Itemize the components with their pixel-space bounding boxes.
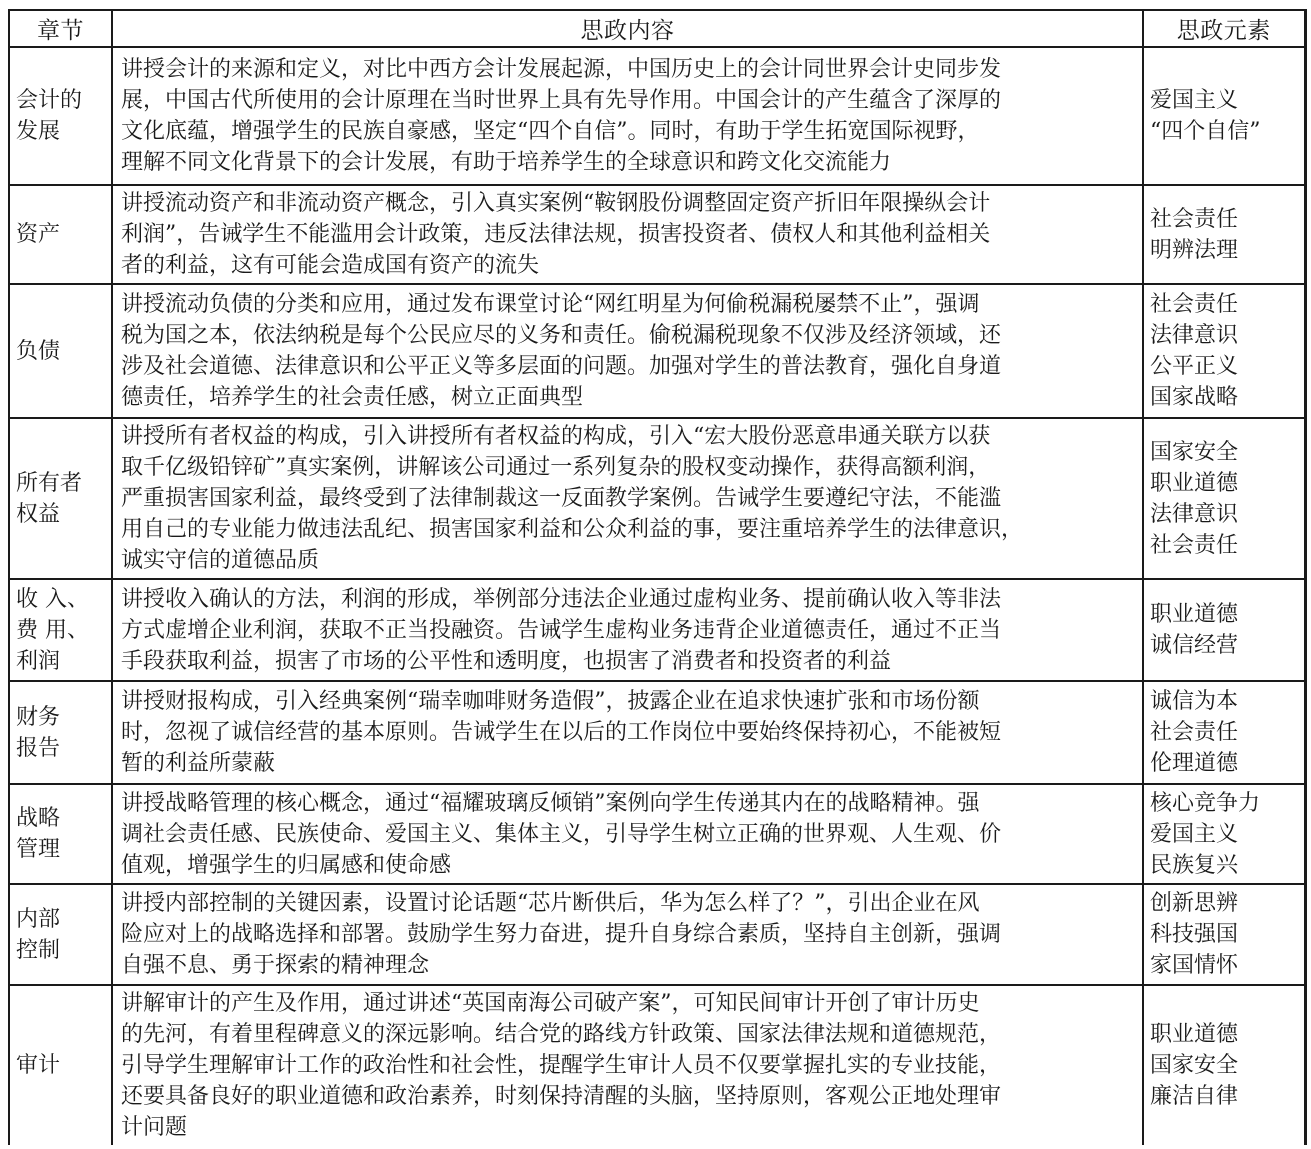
header-chapter: 章节 <box>9 10 112 47</box>
content-cell-line: 讲授内部控制的关键因素，设置讨论话题“芯片断供后，华为怎么样了？”，引出企业在风 <box>121 891 980 916</box>
elements-cell-line: 职业道德 <box>1150 602 1239 627</box>
content-cell-line: 讲解审计的产生及作用，通过讲述“英国南海公司破产案”，可知民间审计开创了审计历史 <box>121 991 980 1016</box>
elements-cell-line: 职业道德 <box>1150 1022 1239 1047</box>
chapter-cell-line: 发展 <box>16 119 61 144</box>
elements-cell-line: 国家战略 <box>1150 385 1239 410</box>
content-cell-line: 讲授会计的来源和定义，对比中西方会计发展起源，中国历史上的会计同世界会计史同步发 <box>121 57 1002 82</box>
chapter-cell-line: 收 入、 <box>16 586 89 612</box>
elements-cell-line: 爱国主义 <box>1150 88 1239 113</box>
content-cell-line: 展，中国古代所使用的会计原理在当时世界上具有先导作用。中国会计的产生蕴含了深厚的 <box>121 88 1002 113</box>
chapter-cell <box>9 47 112 185</box>
content-cell-line: 文化底蕴，增强学生的民族自豪感，坚定“四个自信”。同时，有助于学生拓宽国际视野， <box>121 119 980 144</box>
table-row <box>9 681 1305 784</box>
elements-cell <box>1143 418 1305 579</box>
content-cell-line: 用自己的专业能力做违法乱纪、损害国家利益和公众利益的事，要注重培养学生的法律意识， <box>121 517 1024 542</box>
elements-cell-line: 社会责任 <box>1150 206 1239 232</box>
content-cell <box>112 985 1143 1145</box>
table-body <box>9 47 1305 1145</box>
elements-cell-line: 国家安全 <box>1150 1053 1239 1078</box>
chapter-cell-line: 财务 <box>16 704 61 730</box>
chapter-cell <box>9 884 112 985</box>
elements-cell <box>1143 47 1305 185</box>
content-cell-line: 引导学生理解审计工作的政治性和社会性，提醒学生审计人员不仅要掌握扎实的专业技能， <box>121 1053 1002 1078</box>
elements-cell-line: 诚信经营 <box>1150 633 1239 658</box>
chapter-cell-line: 所有者 <box>16 470 83 496</box>
elements-cell-line: 诚信为本 <box>1150 689 1239 714</box>
elements-cell-line: 伦理道德 <box>1150 751 1239 776</box>
content-cell-line: 手段获取利益，损害了市场的公平性和透明度，也损害了消费者和投资者的利益 <box>121 648 892 674</box>
content-cell <box>112 185 1143 284</box>
elements-cell-line: 核心竞争力 <box>1150 790 1261 816</box>
content-cell-line: 暂的利益所蒙蔽 <box>121 751 276 776</box>
content-cell-line: 的先河，有着里程碑意义的深远影响。结合党的路线方针政策、国家法律法规和道德规范， <box>121 1022 1002 1047</box>
table-row <box>9 884 1305 985</box>
content-cell <box>112 418 1143 579</box>
header-elements: 思政元素 <box>1143 10 1305 47</box>
chapter-cell-line: 费 用、 <box>16 617 89 643</box>
elements-cell-line: 社会责任 <box>1150 720 1239 745</box>
elements-cell <box>1143 985 1305 1145</box>
content-cell-line: 讲授流动负债的分类和应用，通过发布课堂讨论“网红明星为何偷税漏税屡禁不止”，强调 <box>121 292 980 317</box>
chapter-cell-line: 利润 <box>16 648 61 674</box>
elements-cell-line: 明辨法理 <box>1150 237 1239 263</box>
content-cell-line: 计问题 <box>121 1115 188 1140</box>
content-cell-line: 诚实守信的道德品质 <box>121 548 320 573</box>
content-cell-line: 险应对上的战略选择和部署。鼓励学生努力奋进，提升自身综合素质，坚持自主创新，强调 <box>121 922 1002 947</box>
content-cell-line: 利润”，告诫学生不能滥用会计政策，违反法律法规，损害投资者、债权人和其他利益相关 <box>121 222 991 247</box>
content-cell <box>112 681 1143 784</box>
content-cell-line: 时，忽视了诚信经营的基本原则。告诫学生在以后的工作岗位中要始终保持初心，不能被短 <box>121 720 1002 745</box>
content-cell <box>112 47 1143 185</box>
table-row <box>9 284 1305 418</box>
content-cell-line: 调社会责任感、民族使命、爱国主义、集体主义，引导学生树立正确的世界观、人生观、价 <box>121 821 1002 847</box>
content-cell-line: 讲授财报构成，引入经典案例“瑞幸咖啡财务造假”，披露企业在追求快速扩张和市场份额 <box>121 689 980 714</box>
elements-cell-line: “四个自信” <box>1150 119 1261 144</box>
table-row <box>9 784 1305 884</box>
elements-cell <box>1143 284 1305 418</box>
chapter-cell-line: 审计 <box>16 1053 61 1078</box>
ideological-content-table <box>8 9 1307 1145</box>
content-cell-line: 者的利益，这有可能会造成国有资产的流失 <box>121 253 540 278</box>
table-row <box>9 47 1305 185</box>
content-cell-line: 讲授所有者权益的构成，引入讲授所有者权益的构成，引入“宏大股份恶意串通关联方以获 <box>121 424 991 449</box>
elements-cell-line: 创新思辨 <box>1150 891 1239 916</box>
content-cell-line: 方式虚增企业利润，获取不正当投融资。告诫学生虚构业务违背企业道德责任，通过不正当 <box>121 617 1002 643</box>
content-cell-line: 理解不同文化背景下的会计发展，有助于培养学生的全球意识和跨文化交流能力 <box>121 150 892 175</box>
content-cell-line: 讲授流动资产和非流动资产概念，引入真实案例“鞍钢股份调整固定资产折旧年限操纵会计 <box>121 191 991 216</box>
content-cell <box>112 784 1143 884</box>
elements-cell <box>1143 884 1305 985</box>
elements-cell <box>1143 185 1305 284</box>
content-cell-line: 严重损害国家利益，最终受到了法律制裁这一反面教学案例。告诫学生要遵纪守法，不能滥 <box>121 486 1002 511</box>
chapter-cell <box>9 579 112 681</box>
table-row <box>9 985 1305 1145</box>
elements-cell-line: 社会责任 <box>1150 292 1239 317</box>
content-cell-line: 税为国之本，依法纳税是每个公民应尽的义务和责任。偷税漏税现象不仅涉及经济领域，还 <box>121 323 1002 348</box>
chapter-cell <box>9 418 112 579</box>
content-cell-line: 自强不息、勇于探索的精神理念 <box>121 953 430 978</box>
content-cell <box>112 579 1143 681</box>
chapter-cell <box>9 185 112 284</box>
chapter-cell <box>9 681 112 784</box>
elements-cell-line: 科技强国 <box>1150 922 1239 947</box>
elements-cell-line: 法律意识 <box>1150 323 1239 348</box>
table-row <box>9 418 1305 579</box>
chapter-cell-line: 内部 <box>16 906 61 932</box>
chapter-cell <box>9 284 112 418</box>
elements-cell-line: 民族复兴 <box>1150 852 1239 878</box>
chapter-cell-line: 会计的 <box>16 88 83 113</box>
elements-cell-line: 国家安全 <box>1150 439 1239 465</box>
elements-cell-line: 社会责任 <box>1150 532 1239 558</box>
elements-cell-line: 爱国主义 <box>1150 821 1239 847</box>
elements-cell-line: 廉洁自律 <box>1150 1084 1239 1109</box>
chapter-cell-line: 控制 <box>16 937 61 963</box>
elements-cell <box>1143 579 1305 681</box>
content-cell-line: 值观，增强学生的归属感和使命感 <box>121 852 452 878</box>
chapter-cell <box>9 985 112 1145</box>
chapter-cell-line: 权益 <box>16 501 61 527</box>
content-cell-line: 取千亿级铅锌矿”真实案例，讲解该公司通过一系列复杂的股权变动操作，获得高额利润， <box>121 455 991 480</box>
content-cell-line: 涉及社会道德、法律意识和公平正义等多层面的问题。加强对学生的普法教育，强化自身道 <box>121 354 1002 379</box>
chapter-cell-line: 负债 <box>16 338 61 364</box>
table-row <box>9 579 1305 681</box>
content-cell-line: 还要具备良好的职业道德和政治素养，时刻保持清醒的头脑，坚持原则，客观公正地处理审 <box>121 1084 1002 1109</box>
elements-cell-line: 职业道德 <box>1150 470 1239 496</box>
content-cell-line: 讲授战略管理的核心概念，通过“福耀玻璃反倾销”案例向学生传递其内在的战略精神。强 <box>121 790 980 816</box>
header-content: 思政内容 <box>112 10 1143 47</box>
content-cell-line: 德责任，培养学生的社会责任感，树立正面典型 <box>121 385 584 410</box>
elements-cell-line: 家国情怀 <box>1150 953 1239 978</box>
table-header-row <box>9 10 1305 47</box>
chapter-cell-line: 资产 <box>16 222 61 247</box>
content-cell <box>112 884 1143 985</box>
content-cell <box>112 284 1143 418</box>
elements-cell <box>1143 784 1305 884</box>
chapter-cell-line: 报告 <box>16 735 61 761</box>
elements-cell-line: 公平正义 <box>1150 354 1239 379</box>
table-row <box>9 185 1305 284</box>
elements-cell <box>1143 681 1305 784</box>
chapter-cell <box>9 784 112 884</box>
elements-cell-line: 法律意识 <box>1150 501 1239 527</box>
content-cell-line: 讲授收入确认的方法，利润的形成，举例部分违法企业通过虚构业务、提前确认收入等非法 <box>121 586 1002 612</box>
chapter-cell-line: 管理 <box>16 837 61 862</box>
chapter-cell-line: 战略 <box>16 806 61 831</box>
